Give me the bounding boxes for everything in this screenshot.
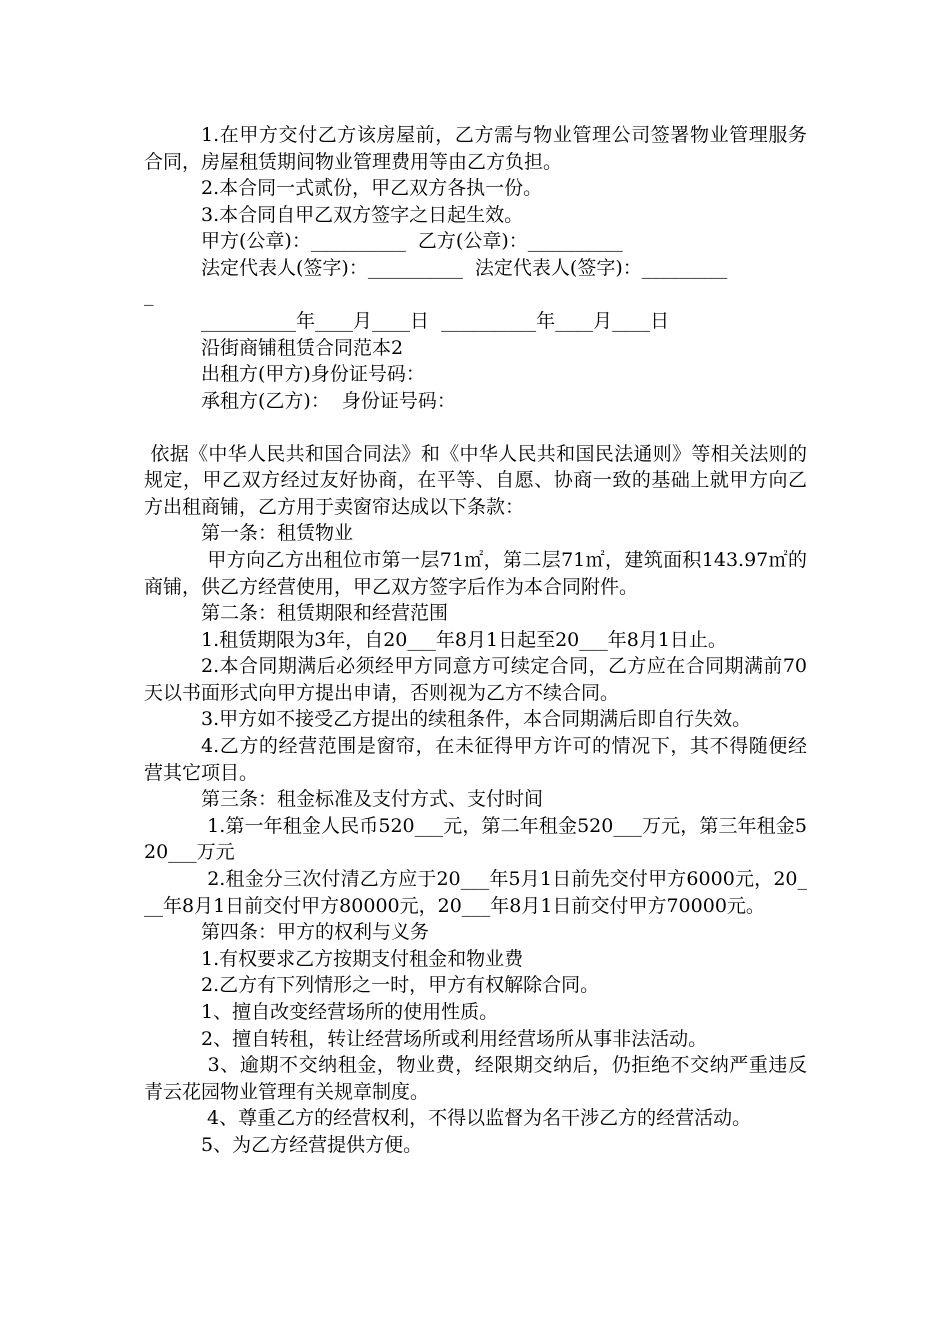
paragraph: 4.乙方的经营范围是窗帘，在未征得甲方许可的情况下，其不得随便经营其它项目。 bbox=[144, 735, 807, 784]
paragraph: 2、擅自转租，转让经营场所或利用经营场所从事非法活动。 bbox=[201, 1027, 708, 1050]
paragraph: 法定代表人(签字)：__________ 法定代表人(签字)：_________ bbox=[201, 256, 728, 279]
paragraph: _ bbox=[144, 283, 154, 306]
paragraph: 1.有权要求乙方按期支付租金和物业费 bbox=[201, 947, 524, 970]
paragraph: 2.本合同一式贰份，甲乙双方各执一份。 bbox=[201, 177, 543, 200]
paragraph: 3.甲方如不接受乙方提出的续租条件，本合同期满后即自行失效。 bbox=[201, 708, 752, 731]
paragraph: 第三条：租金标准及支付方式、支付时间 bbox=[201, 788, 544, 811]
paragraph: __________年____月____日 __________年____月____日 bbox=[201, 310, 670, 333]
paragraph: 1.租赁期限为3年，自20___年8月1日起至20___年8月1日止。 bbox=[201, 628, 727, 651]
paragraph: 第二条：租赁期限和经营范围 bbox=[201, 602, 449, 625]
paragraph: 3.本合同自甲乙双方签字之日起生效。 bbox=[201, 203, 524, 226]
paragraph: 第一条：租赁物业 bbox=[201, 522, 354, 545]
paragraph: 2.本合同期满后必须经甲方同意方可续定合同，乙方应在合同期满前70天以书面形式向甲方提出申请，否则视为乙方不续合同。 bbox=[144, 655, 807, 704]
paragraph: 沿街商铺租赁合同范本2 bbox=[201, 336, 404, 359]
paragraph: 1、擅自改变经营场所的使用性质。 bbox=[201, 1001, 499, 1023]
paragraph: 1.第一年租金人民币520___元，第二年租金520___万元，第三年租金520___万元 bbox=[144, 814, 808, 864]
paragraph: 3、逾期不交纳租金，物业费，经限期交纳后，仍拒绝不交纳严重违反青云花园物业管理有关规章制度。 bbox=[144, 1054, 807, 1103]
paragraph: 甲方向乙方出租位市第一层71㎡，第二层71㎡，建筑面积143.97㎡的商铺，供乙方经营使用，甲乙双方签字后作为本合同附件。 bbox=[144, 548, 807, 598]
document-body bbox=[144, 122, 807, 1159]
paragraph: 5、为乙方经营提供方便。 bbox=[201, 1133, 423, 1156]
paragraph: 出租方(甲方)身份证号码： bbox=[201, 363, 425, 386]
blank-line bbox=[144, 415, 807, 441]
paragraph: 4、尊重乙方的经营权利，不得以监督为名干涉乙方的经营活动。 bbox=[201, 1107, 752, 1130]
paragraph: 第四条：甲方的权利与义务 bbox=[201, 921, 430, 944]
paragraph: 2.租金分三次付清乙方应于20___年5月1日前先交付甲方6000元，20___年8月1日前交付甲方80000元，20___年8月1日前交付甲方70000元。 bbox=[144, 868, 807, 917]
paragraph: 依据《中华人民共和国合同法》和《中华人民共和国民法通则》等相关法则的规定，甲乙双方经过友好协商，在平等、自愿、协商一致的基础上就甲方向乙方出租商铺，乙方用于卖窗帘达成以下条款： bbox=[144, 442, 807, 518]
paragraph: 1.在甲方交付乙方该房屋前，乙方需与物业管理公司签署物业管理服务合同，房屋租赁期间物业管理费用等由乙方负担。 bbox=[144, 124, 807, 173]
paragraph: 承租方(乙方)： 身份证号码： bbox=[201, 389, 456, 412]
paragraph: 甲方(公章)：__________ 乙方(公章)：__________ bbox=[201, 230, 623, 253]
paragraph: 2.乙方有下列情形之一时，甲方有权解除合同。 bbox=[201, 974, 600, 997]
